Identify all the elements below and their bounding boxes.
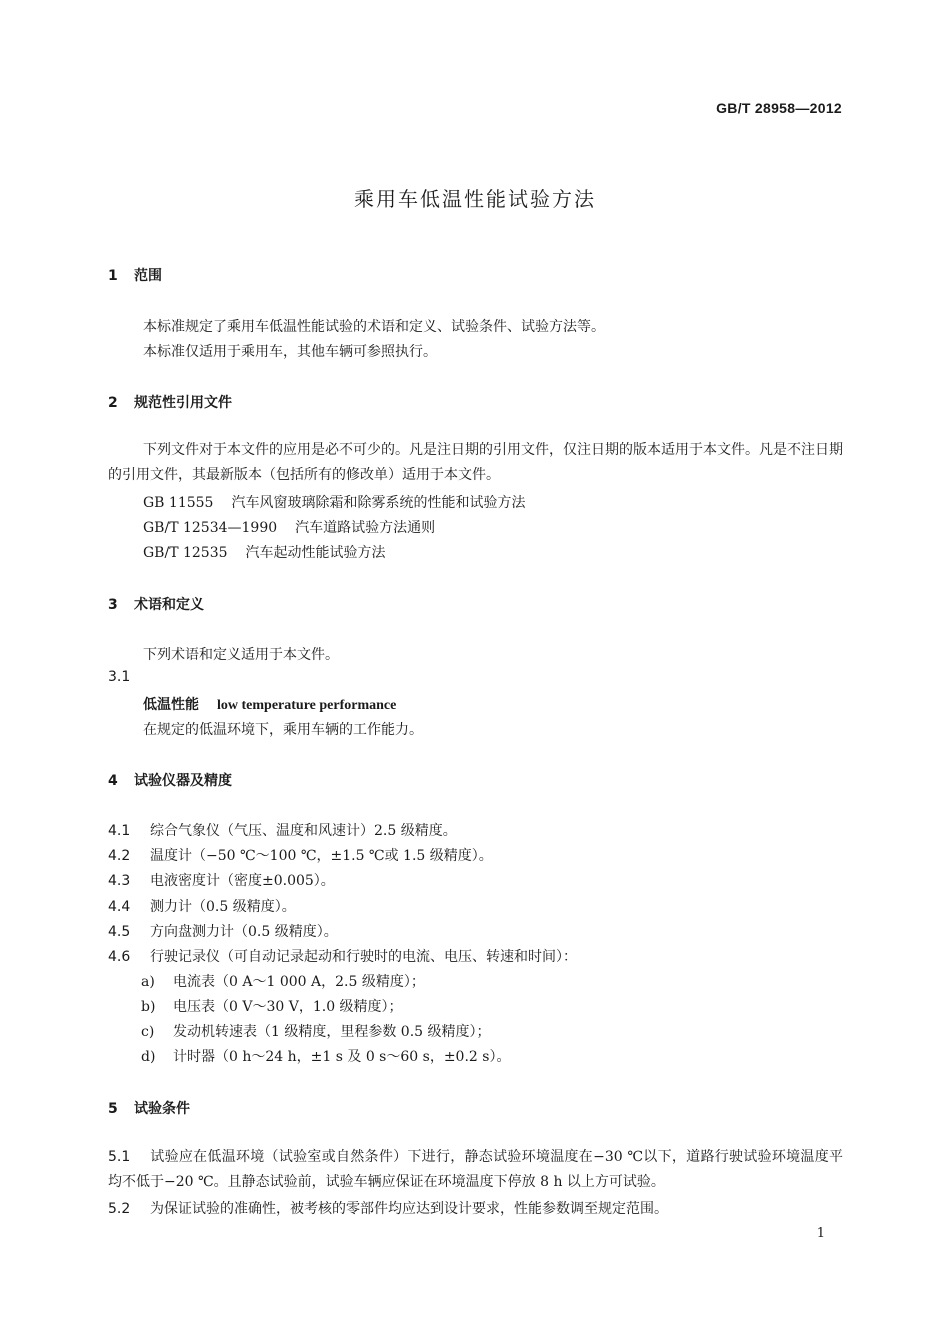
section-number: 3	[108, 597, 118, 613]
section-number: 4	[108, 773, 118, 789]
section-number: 2	[108, 395, 118, 411]
list-item	[108, 845, 493, 865]
term-english: low temperature performance	[217, 698, 397, 713]
item-text: 方向盘测力计（0.5 级精度）。	[150, 924, 338, 940]
sub-list-item	[141, 1046, 510, 1066]
section-title: 术语和定义	[134, 597, 204, 613]
section-number: 1	[108, 268, 118, 284]
reference-item	[143, 492, 525, 512]
section-3-heading	[108, 594, 204, 614]
sub-item-label: d)	[141, 1049, 156, 1065]
reference-title: 汽车风窗玻璃除霜和除雾系统的性能和试验方法	[231, 495, 526, 511]
section-number: 5	[108, 1101, 118, 1117]
reference-code: GB/T 12534—1990	[143, 520, 278, 536]
clause-text: 试验应在低温环境（试验室或自然条件）下进行，静态试验环境温度在−30 ℃以下，道路行驶试验环境温度平均不低于−20 ℃。且静态试验前，试验车辆应保证在环境温度下停放 8 h 以上方可试验。	[108, 1149, 843, 1190]
term-chinese: 低温性能	[143, 697, 199, 713]
term-heading	[143, 694, 396, 714]
clause-5-2	[108, 1198, 668, 1218]
sub-item-label: c)	[141, 1024, 155, 1040]
reference-title: 汽车起动性能试验方法	[245, 545, 386, 561]
item-number: 4.1	[108, 823, 131, 839]
reference-item	[143, 542, 386, 562]
item-text: 测力计（0.5 级精度）。	[150, 899, 296, 915]
section-title: 试验条件	[134, 1101, 190, 1117]
item-number: 4.2	[108, 848, 131, 864]
page-number: 1	[816, 1226, 825, 1241]
section-5-heading	[108, 1098, 190, 1118]
document-title: 乘用车低温性能试验方法	[354, 187, 596, 211]
section-title: 规范性引用文件	[134, 395, 232, 411]
sub-list-item	[141, 1021, 491, 1041]
clause-number: 5.2	[108, 1201, 131, 1217]
paragraph: 本标准仅适用于乘用车，其他车辆可参照执行。	[143, 344, 437, 360]
reference-code: GB/T 12535	[143, 545, 228, 561]
term-definition: 在规定的低温环境下，乘用车辆的工作能力。	[143, 722, 423, 738]
reference-item	[143, 517, 435, 537]
section-title: 试验仪器及精度	[134, 773, 232, 789]
sub-item-label: b)	[141, 999, 156, 1015]
clause-number: 5.1	[108, 1149, 131, 1165]
section-1-heading	[108, 265, 162, 285]
item-text: 行驶记录仪（可自动记录起动和行驶时的电流、电压、转速和时间）：	[150, 949, 577, 965]
clause-text: 为保证试验的准确性，被考核的零部件均应达到设计要求，性能参数调至规定范围。	[150, 1201, 668, 1217]
item-number: 4.6	[108, 949, 131, 965]
sub-list-item	[141, 971, 425, 991]
sub-item-text: 计时器（0 h～24 h，±1 s 及 0 s～60 s，±0.2 s）。	[173, 1049, 511, 1065]
item-number: 4.4	[108, 899, 131, 915]
sub-item-text: 电流表（0 A～1 000 A，2.5 级精度）；	[173, 974, 425, 990]
list-item	[108, 870, 335, 890]
sub-list-item	[141, 996, 403, 1016]
reference-title: 汽车道路试验方法通则	[295, 520, 436, 536]
item-text: 电液密度计（密度±0.005）。	[150, 873, 335, 889]
paragraph: 本标准规定了乘用车低温性能试验的术语和定义、试验条件、试验方法等。	[143, 319, 605, 335]
section-4-heading	[108, 770, 232, 790]
sub-item-label: a)	[141, 974, 155, 990]
item-text: 综合气象仪（气压、温度和风速计）2.5 级精度。	[150, 823, 457, 839]
item-number: 4.3	[108, 873, 131, 889]
list-item	[108, 946, 577, 966]
standard-number: GB/T 28958—2012	[716, 100, 842, 116]
item-number: 4.5	[108, 924, 131, 940]
list-item	[108, 820, 457, 840]
sub-item-text: 电压表（0 V～30 V，1.0 级精度）；	[173, 999, 403, 1015]
sub-item-text: 发动机转速表（1 级精度，里程参数 0.5 级精度）；	[173, 1024, 491, 1040]
section-title: 范围	[134, 268, 162, 284]
paragraph: 下列术语和定义适用于本文件。	[143, 647, 339, 663]
section-2-heading	[108, 392, 232, 412]
term-number: 3.1	[108, 669, 131, 685]
item-text: 温度计（−50 ℃～100 ℃，±1.5 ℃或 1.5 级精度）。	[150, 848, 493, 864]
list-item	[108, 921, 338, 941]
paragraph: 下列文件对于本文件的应用是必不可少的。凡是注日期的引用文件，仅注日期的版本适用于本文件。凡是不注日期的引用文件，其最新版本（包括所有的修改单）适用于本文件。	[108, 442, 843, 483]
clause-5-1	[108, 1145, 843, 1195]
list-item	[108, 896, 296, 916]
reference-code: GB 11555	[143, 495, 214, 511]
